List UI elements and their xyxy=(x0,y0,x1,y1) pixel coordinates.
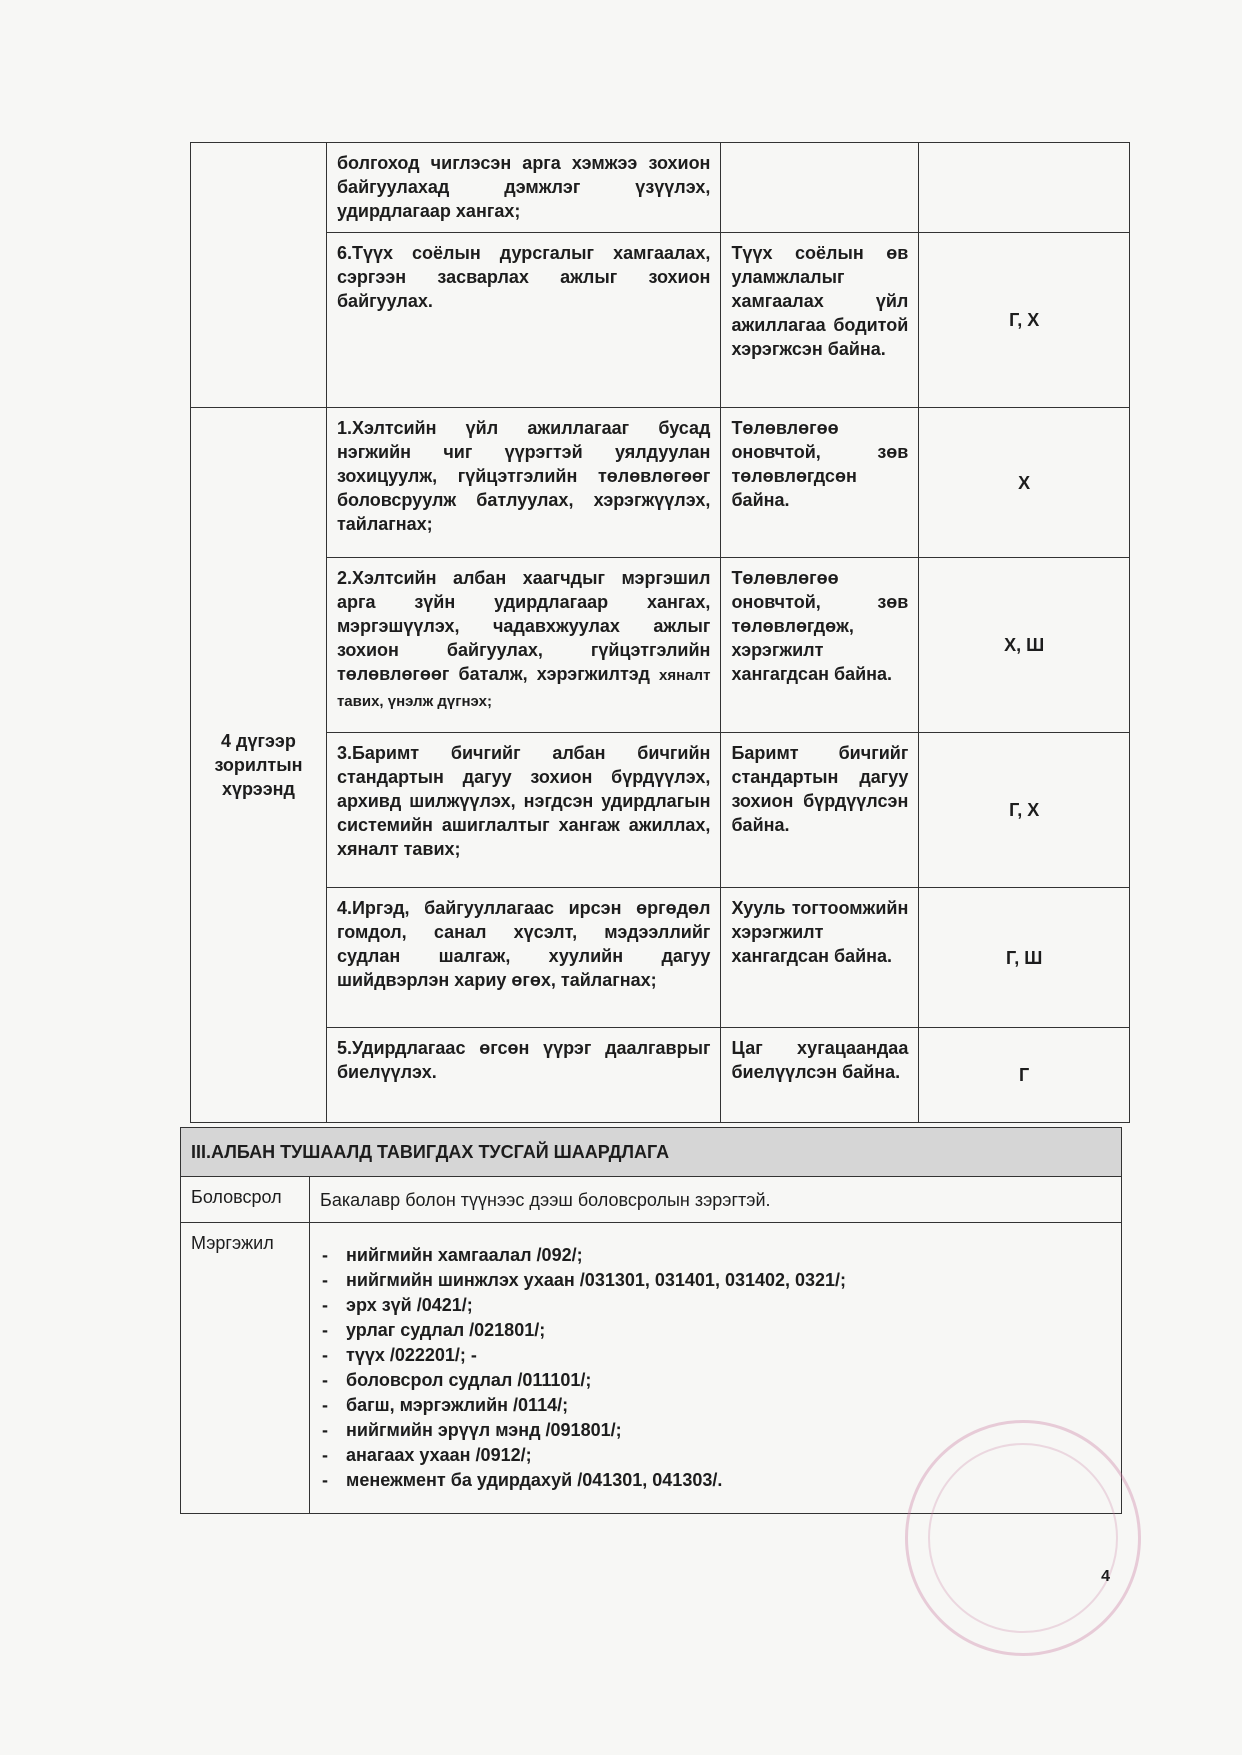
task-cell xyxy=(326,558,721,733)
list-item: - багш, мэргэжлийн /0114/; xyxy=(320,1393,1111,1418)
duties-table xyxy=(190,142,1130,1123)
goal-cell-previous xyxy=(191,143,327,408)
task-cell: болгоход чиглэсэн арга хэмжээ зохион байгуулахад дэмжлэг үзүүлэх, удирдлагаар хангах; xyxy=(326,143,721,233)
table-row xyxy=(191,733,1130,888)
task-text-small: хяналт тавих, үнэлж дүгнэх; xyxy=(336,667,711,710)
criteria-cell xyxy=(721,143,919,233)
criteria-cell: Хууль тогтоомжийн хэрэгжилт хангагдсан байна. xyxy=(721,888,919,1028)
task-cell: 1.Хэлтсийн үйл ажиллагааг бусад нэгжийн чиг үүрэгтэй уялдуулан зохицуулж, гүйцэтгэлийн төлөвлөгөөг боловсруулж батлуулах, хэрэгжүүлэх, тайлагнах; xyxy=(326,408,721,558)
table-row xyxy=(181,1128,1122,1177)
task-text: 2.Хэлтсийн албан хаагчдыг мэргэшил арга зүйн удирдлагаар хангах, мэргэшүүлэх, чадавхжуулах ажлыг зохион байгуулах, гүйцэтгэлийн төлөвлөгөөг баталж, хэрэгжилтэд xyxy=(336,568,711,684)
table-row xyxy=(191,408,1130,558)
criteria-cell: Цаг хугацаандаа биелүүлсэн байна. xyxy=(721,1028,919,1123)
list-item: - боловсрол судлал /011101/; xyxy=(320,1368,1111,1393)
code-cell: Х xyxy=(919,408,1130,558)
major-label: Мэргэжил xyxy=(181,1223,310,1514)
stamp-inner-ring xyxy=(928,1443,1118,1633)
table-row xyxy=(181,1177,1122,1223)
list-item: - нийгмийн хамгаалал /092/; xyxy=(320,1243,1111,1268)
goal-4-label: 4 дүгээр зорилтын хүрээнд xyxy=(191,408,327,1123)
code-cell: Г, Х xyxy=(919,233,1130,408)
code-cell xyxy=(919,143,1130,233)
code-cell: Г, Х xyxy=(919,733,1130,888)
task-cell: 5.Удирдлагаас өгсөн үүрэг даалгаврыг биелүүлэх. xyxy=(326,1028,721,1123)
criteria-cell: Төлөвлөгөө оновчтой, зөв төлөвлөгдсөн байна. xyxy=(721,408,919,558)
code-cell: Х, Ш xyxy=(919,558,1130,733)
code-cell: Г, Ш xyxy=(919,888,1130,1028)
table-row xyxy=(191,233,1130,408)
list-item: - эрх зүй /0421/; xyxy=(320,1293,1111,1318)
table-row xyxy=(191,558,1130,733)
list-item: - анагаах ухаан /0912/; xyxy=(320,1443,1111,1468)
task-cell: 6.Түүх соёлын дурсгалыг хамгаалах, сэргээн засварлах ажлыг зохион байгуулах. xyxy=(326,233,721,408)
criteria-cell: Төлөвлөгөө оновчтой, зөв төлөвлөгдөж, хэрэгжилт хангагдсан байна. xyxy=(721,558,919,733)
education-label: Боловсрол xyxy=(181,1177,310,1223)
criteria-cell: Түүх соёлын өв уламжлалыг хамгаалах үйл ажиллагаа бодитой хэрэгжсэн байна. xyxy=(721,233,919,408)
list-item: - урлаг судлал /021801/; xyxy=(320,1318,1111,1343)
criteria-cell: Баримт бичгийг стандартын дагуу зохион бүрдүүлсэн байна. xyxy=(721,733,919,888)
table-row xyxy=(191,143,1130,233)
list-item: - нийгмийн эрүүл мэнд /091801/; xyxy=(320,1418,1111,1443)
task-cell: 3.Баримт бичгийг албан бичгийн стандартын дагуу зохион бүрдүүлэх, архивд шилжүүлэх, нэгдсэн удирдлагын системийн ашиглалтыг хангаж ажиллах, хяналт тавих; xyxy=(326,733,721,888)
list-item: - менежмент ба удирдахуй /041301, 041303/. xyxy=(320,1468,1111,1493)
table-row xyxy=(191,1028,1130,1123)
table-row xyxy=(191,888,1130,1028)
official-stamp xyxy=(905,1420,1141,1656)
list-item: - түүх /022201/; - xyxy=(320,1343,1111,1368)
education-value: Бакалавр болон түүнээс дээш боловсролын зэрэгтэй. xyxy=(310,1177,1122,1223)
list-item: - нийгмийн шинжлэх ухаан /031301, 031401, 031402, 0321/; xyxy=(320,1268,1111,1293)
task-cell: 4.Иргэд, байгууллагаас ирсэн өргөдөл гомдол, санал хүсэлт, мэдээллийг судлан шалгаж, хуулийн дагуу шийдвэрлэн хариу өгөх, тайлагнах; xyxy=(326,888,721,1028)
section-3-header: III.АЛБАН ТУШААЛД ТАВИГДАХ ТУСГАЙ ШААРДЛАГА xyxy=(181,1128,1122,1177)
page-number: 4 xyxy=(1101,1568,1110,1585)
code-cell: Г xyxy=(919,1028,1130,1123)
